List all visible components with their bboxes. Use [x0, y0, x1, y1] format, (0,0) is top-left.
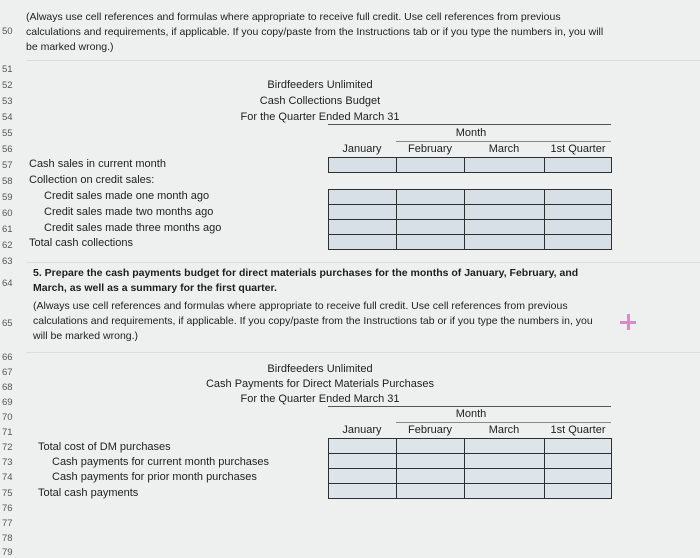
input-cell[interactable]: [544, 157, 612, 173]
row-number: 76: [2, 503, 13, 514]
col-1st-quarter: 1st Quarter: [550, 143, 606, 155]
row-number: 63: [2, 256, 13, 267]
row-number: 53: [2, 96, 13, 107]
input-row-credit-three: [328, 219, 612, 235]
row-number: 72: [2, 442, 13, 453]
row-number: 52: [2, 80, 13, 91]
input-cell[interactable]: [396, 189, 465, 205]
row-label-credit-one-month: Credit sales made one month ago: [44, 190, 210, 202]
col-february: February: [407, 143, 453, 155]
row-label-prior-month-payments: Cash payments for prior month purchases: [52, 471, 257, 483]
period-title: For the Quarter Ended March 31: [240, 111, 400, 123]
input-cell[interactable]: [544, 204, 612, 220]
row-number: 75: [2, 488, 13, 499]
input-cell[interactable]: [544, 438, 612, 454]
header-top-border: [328, 124, 611, 125]
row-number: 58: [2, 176, 13, 187]
row-number: 73: [2, 457, 13, 468]
row-label-credit-three-months: Credit sales made three months ago: [44, 222, 222, 234]
row-number: 65: [2, 318, 13, 329]
instructions-note: (Always use cell references and formulas where appropriate to receive full credit. Use cell references from previous calculations and requirements, if applicable. If you copy/paste from the Instructions tab or if you type the numbers in, you will be marked wrong.): [26, 11, 604, 53]
input-cell[interactable]: [464, 219, 545, 235]
budget-title: Cash Collections Budget: [259, 95, 381, 107]
input-row-credit-one: [328, 189, 612, 205]
col-january: January: [342, 143, 382, 155]
row-number: 50: [2, 26, 13, 37]
requirement-5-title: 5. Prepare the cash payments budget for direct materials purchases for the months of January, February, and March, as well as a summary for the first quarter.: [33, 267, 579, 294]
input-row-total-dm: [328, 438, 612, 454]
budget-title: Cash Payments for Direct Materials Purchases: [205, 378, 435, 390]
input-cell[interactable]: [328, 438, 397, 454]
row-number: 56: [2, 144, 13, 155]
row-number: 54: [2, 112, 13, 123]
row-label-total-cash-payments: Total cash payments: [38, 487, 139, 499]
input-cell[interactable]: [396, 453, 465, 469]
company-name: Birdfeeders Unlimited: [267, 363, 373, 375]
input-cell[interactable]: [396, 438, 465, 454]
col-1st-quarter: 1st Quarter: [550, 424, 606, 436]
input-cell[interactable]: [464, 157, 545, 173]
row-label-current-month-payments: Cash payments for current month purchases: [52, 456, 270, 468]
month-underline: [396, 422, 611, 423]
gridline: [26, 352, 700, 353]
row-number: 57: [2, 160, 13, 171]
input-cell[interactable]: [464, 483, 545, 499]
input-cell[interactable]: [464, 189, 545, 205]
input-cell[interactable]: [396, 483, 465, 499]
input-cell[interactable]: [396, 234, 465, 250]
period-title: For the Quarter Ended March 31: [240, 393, 400, 405]
row-number: 68: [2, 382, 13, 393]
col-march: March: [488, 424, 520, 436]
input-cell[interactable]: [328, 483, 397, 499]
input-cell[interactable]: [328, 157, 397, 173]
input-cell[interactable]: [544, 453, 612, 469]
requirement-5-note: (Always use cell references and formulas where appropriate to receive full credit. Use cell references from previous calculations and requirements, if applicable. If you copy/paste from the Instructions tab or if you type the numbers in, you will be marked wrong.): [33, 300, 593, 342]
row-number: 60: [2, 208, 13, 219]
row-label-credit-two-months: Credit sales made two months ago: [44, 206, 214, 218]
row-number: 71: [2, 427, 13, 438]
input-cell[interactable]: [328, 204, 397, 220]
input-row-total-collections: [328, 234, 612, 250]
row-number: 64: [2, 278, 13, 289]
input-cell[interactable]: [396, 204, 465, 220]
input-cell[interactable]: [544, 189, 612, 205]
row-number: 61: [2, 224, 13, 235]
input-cell[interactable]: [544, 483, 612, 499]
row-label-total-collections: Total cash collections: [29, 237, 133, 249]
input-cell[interactable]: [328, 219, 397, 235]
input-row-total-payments: [328, 483, 612, 499]
row-number: 69: [2, 397, 13, 408]
input-cell[interactable]: [544, 234, 612, 250]
input-row-prior-payments: [328, 468, 612, 484]
input-cell[interactable]: [464, 438, 545, 454]
input-cell[interactable]: [396, 468, 465, 484]
input-cell[interactable]: [328, 189, 397, 205]
input-row-current-payments: [328, 453, 612, 469]
input-cell[interactable]: [396, 219, 465, 235]
input-cell[interactable]: [544, 468, 612, 484]
month-underline: [396, 141, 611, 142]
input-row-credit-two: [328, 204, 612, 220]
header-top-border: [328, 406, 611, 407]
input-cell[interactable]: [328, 453, 397, 469]
input-cell[interactable]: [544, 219, 612, 235]
month-header: Month: [455, 127, 487, 139]
row-label-cash-sales: Cash sales in current month: [29, 158, 166, 170]
col-march: March: [488, 143, 520, 155]
col-january: January: [342, 424, 382, 436]
row-number: 74: [2, 472, 13, 483]
row-number: 59: [2, 192, 13, 203]
input-cell[interactable]: [464, 234, 545, 250]
input-cell[interactable]: [464, 453, 545, 469]
row-number: 67: [2, 367, 13, 378]
input-cell[interactable]: [328, 468, 397, 484]
row-number: 66: [2, 352, 13, 363]
gridline: [26, 262, 700, 263]
row-number: 78: [2, 533, 13, 544]
row-label-collection-credit: Collection on credit sales:: [29, 174, 155, 186]
col-february: February: [407, 424, 453, 436]
row-number: 55: [2, 128, 13, 139]
input-cell[interactable]: [328, 234, 397, 250]
input-cell[interactable]: [464, 468, 545, 484]
row-number: 70: [2, 412, 13, 423]
gridline: [26, 60, 700, 61]
row-number: 62: [2, 240, 13, 251]
row-label-total-dm-purchases: Total cost of DM purchases: [38, 441, 171, 453]
row-number: 77: [2, 518, 13, 529]
row-number: 79: [2, 547, 13, 558]
row-number: 51: [2, 64, 13, 75]
company-name: Birdfeeders Unlimited: [267, 79, 373, 91]
month-header: Month: [455, 408, 487, 420]
input-cell[interactable]: [396, 157, 465, 173]
cursor-plus-icon: [620, 314, 636, 330]
input-cell[interactable]: [464, 204, 545, 220]
input-row-cash-sales: [328, 157, 612, 173]
